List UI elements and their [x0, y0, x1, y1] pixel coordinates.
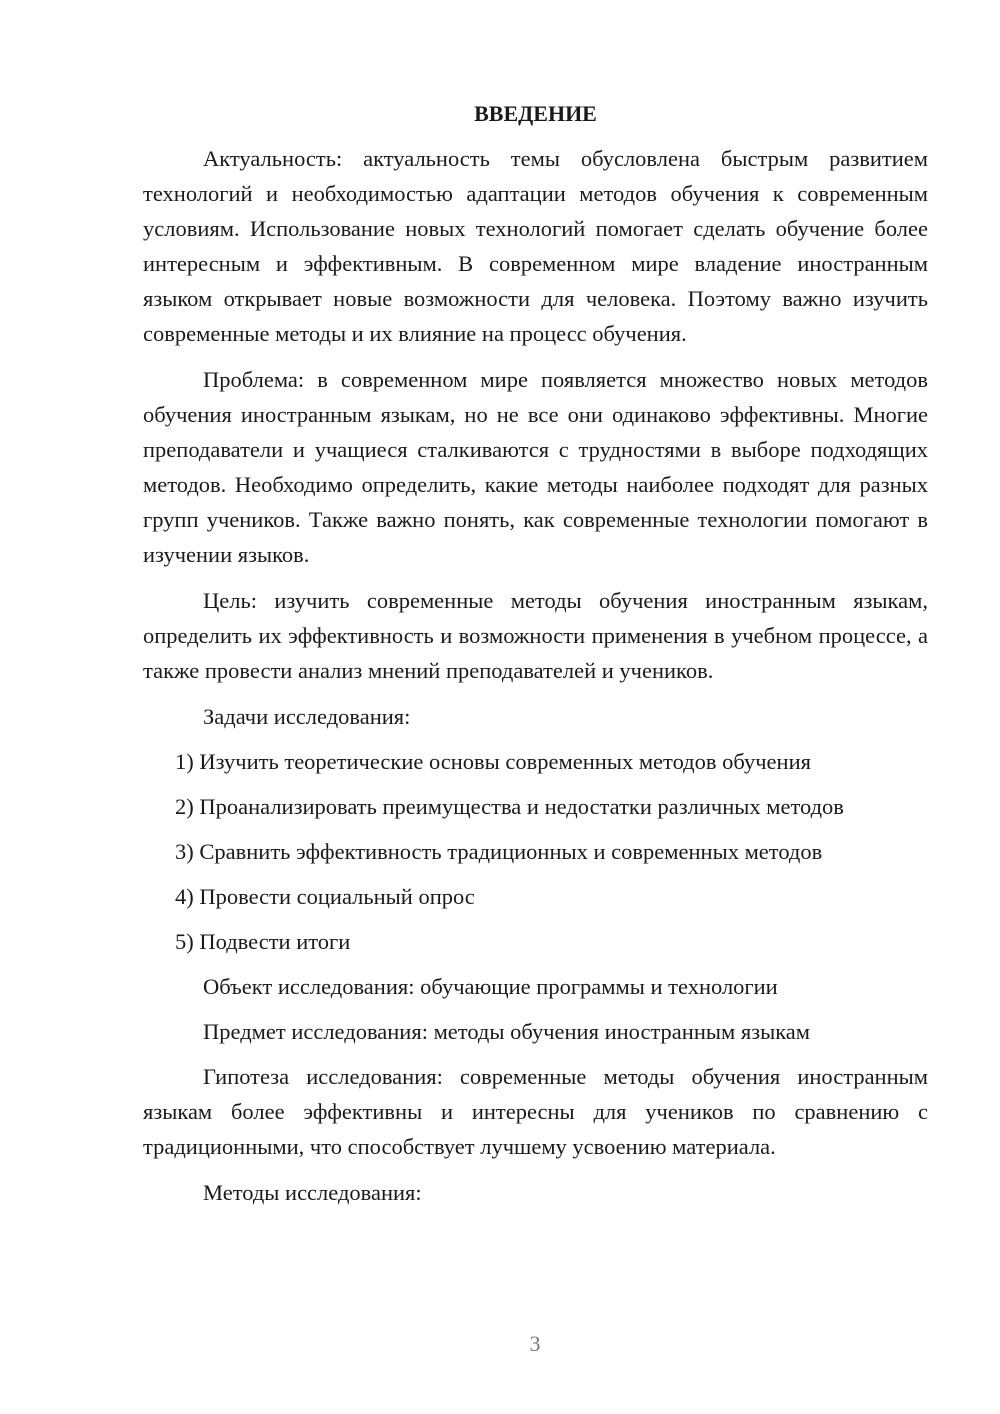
paragraph-problem: Проблема: в современном мире появляется множество новых методов обучения иностранным языкам, но не все они одинаково эффективны. Многие преподаватели и учащиеся сталкиваются с трудностями в выборе подходящих методов. Необходимо определить, какие методы наиболее подходят для разных групп учеников. Также важно понять, как современные технологии помогают в изучении языков.: [143, 367, 928, 567]
list-item: 3) Сравнить эффективность традиционных и современных методов: [175, 839, 823, 864]
tasks-list: [143, 744, 928, 959]
list-item: 5) Подвести итоги: [175, 929, 351, 954]
research-subject: Предмет исследования: методы обучения иностранным языкам: [203, 1019, 811, 1044]
research-object: Объект исследования: обучающие программы и технологии: [203, 974, 778, 999]
list-item: 1) Изучить теоретические основы современных методов обучения: [175, 749, 811, 774]
section-title: ВВЕДЕНИЕ: [474, 101, 597, 126]
page-content: [143, 96, 928, 1220]
tasks-heading: Задачи исследования:: [203, 704, 411, 729]
page-number: 3: [529, 1331, 541, 1356]
list-item: 2) Проанализировать преимущества и недостатки различных методов: [175, 794, 844, 819]
research-hypothesis: Гипотеза исследования: современные методы обучения иностранным языкам более эффективны и интересны для учеников по сравнению с традиционными, что способствует лучшему усвоению материала.: [143, 1064, 928, 1159]
list-item: 4) Провести социальный опрос: [175, 884, 475, 909]
paragraph-relevance: Актуальность: актуальность темы обусловлена быстрым развитием технологий и необходимостью адаптации методов обучения к современным условиям. Использование новых технологий помогает сделать обучение более интересным и эффективным. В современном мире владение иностранным языком открывает новые возможности для человека. Поэтому важно изучить современные методы и их влияние на процесс обучения.: [143, 146, 928, 346]
paragraph-goal: Цель: изучить современные методы обучения иностранным языкам, определить их эффективность и возможности применения в учебном процессе, а также провести анализ мнений преподавателей и учеников.: [143, 588, 928, 683]
methods-heading: Методы исследования:: [203, 1180, 422, 1205]
